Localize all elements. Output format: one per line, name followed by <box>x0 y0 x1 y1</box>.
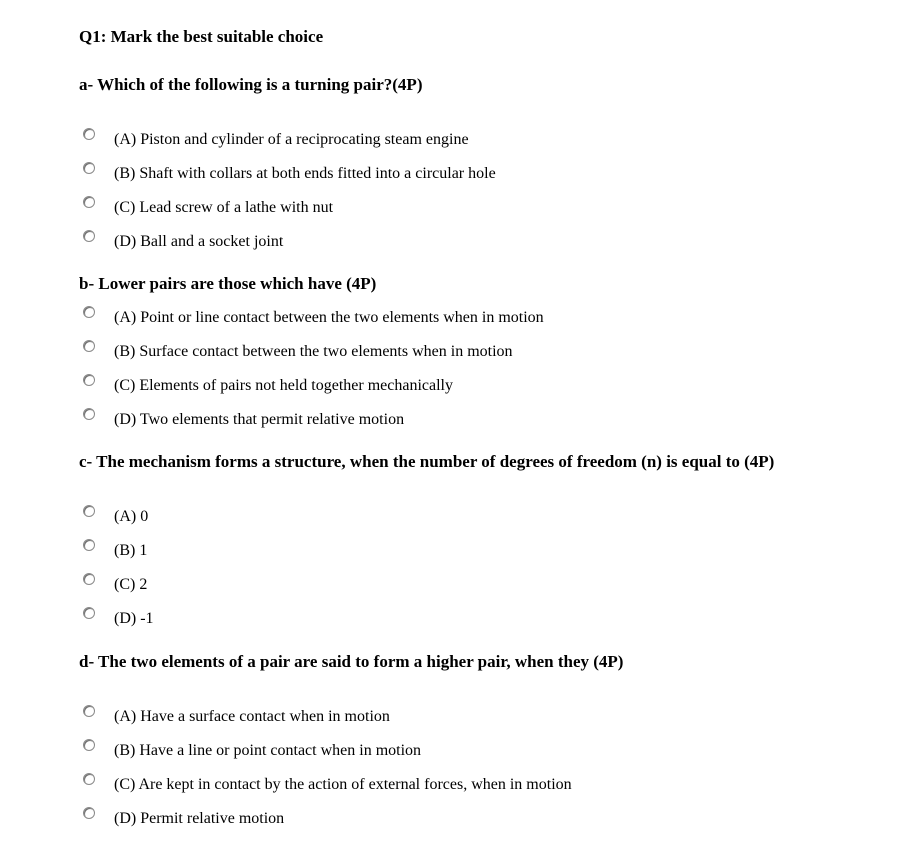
radio-button[interactable] <box>83 306 95 318</box>
option-label: (C) Lead screw of a lathe with nut <box>114 199 334 216</box>
question-d-option-b[interactable] <box>0 739 900 763</box>
radio-button[interactable] <box>83 539 95 551</box>
question-b-option-c[interactable] <box>0 374 900 398</box>
radio-button[interactable] <box>83 773 95 785</box>
question-a-option-b[interactable] <box>0 162 900 186</box>
option-label: (A) Point or line contact between the two elements when in motion <box>114 309 544 326</box>
question-c-option-d[interactable] <box>0 607 900 631</box>
question-c-option-c[interactable] <box>0 573 900 597</box>
option-label: (B) Shaft with collars at both ends fitted into a circular hole <box>114 165 496 182</box>
question-c-option-a[interactable] <box>0 505 900 529</box>
option-label: (C) Elements of pairs not held together mechanically <box>114 377 453 394</box>
radio-button[interactable] <box>83 408 95 420</box>
option-label: (D) Ball and a socket joint <box>114 233 284 250</box>
radio-button[interactable] <box>83 739 95 751</box>
question-d-option-c[interactable] <box>0 773 900 797</box>
radio-button[interactable] <box>83 807 95 819</box>
question-a-prompt: a- Which of the following is a turning pair?(4P) <box>79 75 423 94</box>
question-c-option-b[interactable] <box>0 539 900 563</box>
question-c-prompt: c- The mechanism forms a structure, when the number of degrees of freedom (n) is equal to (4P) <box>79 452 775 471</box>
question-d-prompt: d- The two elements of a pair are said to form a higher pair, when they (4P) <box>79 652 624 671</box>
radio-button[interactable] <box>83 196 95 208</box>
radio-button[interactable] <box>83 374 95 386</box>
option-label: (D) Permit relative motion <box>114 810 285 827</box>
question-d-option-d[interactable] <box>0 807 900 831</box>
question-a-option-a[interactable] <box>0 128 900 152</box>
option-label: (C) Are kept in contact by the action of external forces, when in motion <box>114 776 572 793</box>
question-b-option-b[interactable] <box>0 340 900 364</box>
option-label: (A) Have a surface contact when in motion <box>114 708 390 725</box>
question-b-option-a[interactable] <box>0 306 900 330</box>
radio-button[interactable] <box>83 230 95 242</box>
option-label: (B) Surface contact between the two elements when in motion <box>114 343 513 360</box>
radio-button[interactable] <box>83 607 95 619</box>
option-label: (A) 0 <box>114 508 149 525</box>
radio-button[interactable] <box>83 162 95 174</box>
option-label: (A) Piston and cylinder of a reciprocating steam engine <box>114 131 469 148</box>
option-label: (D) -1 <box>114 610 154 627</box>
question-a-option-d[interactable] <box>0 230 900 254</box>
option-label: (B) 1 <box>114 542 148 559</box>
radio-button[interactable] <box>83 340 95 352</box>
radio-button[interactable] <box>83 505 95 517</box>
question-d-option-a[interactable] <box>0 705 900 729</box>
question-b-option-d[interactable] <box>0 408 900 432</box>
question-a-option-c[interactable] <box>0 196 900 220</box>
page-title: Q1: Mark the best suitable choice <box>79 27 324 46</box>
option-label: (D) Two elements that permit relative motion <box>114 411 405 428</box>
option-label: (C) 2 <box>114 576 148 593</box>
radio-button[interactable] <box>83 705 95 717</box>
option-label: (B) Have a line or point contact when in motion <box>114 742 422 759</box>
question-b-prompt: b- Lower pairs are those which have (4P) <box>79 274 377 293</box>
radio-button[interactable] <box>83 573 95 585</box>
radio-button[interactable] <box>83 128 95 140</box>
